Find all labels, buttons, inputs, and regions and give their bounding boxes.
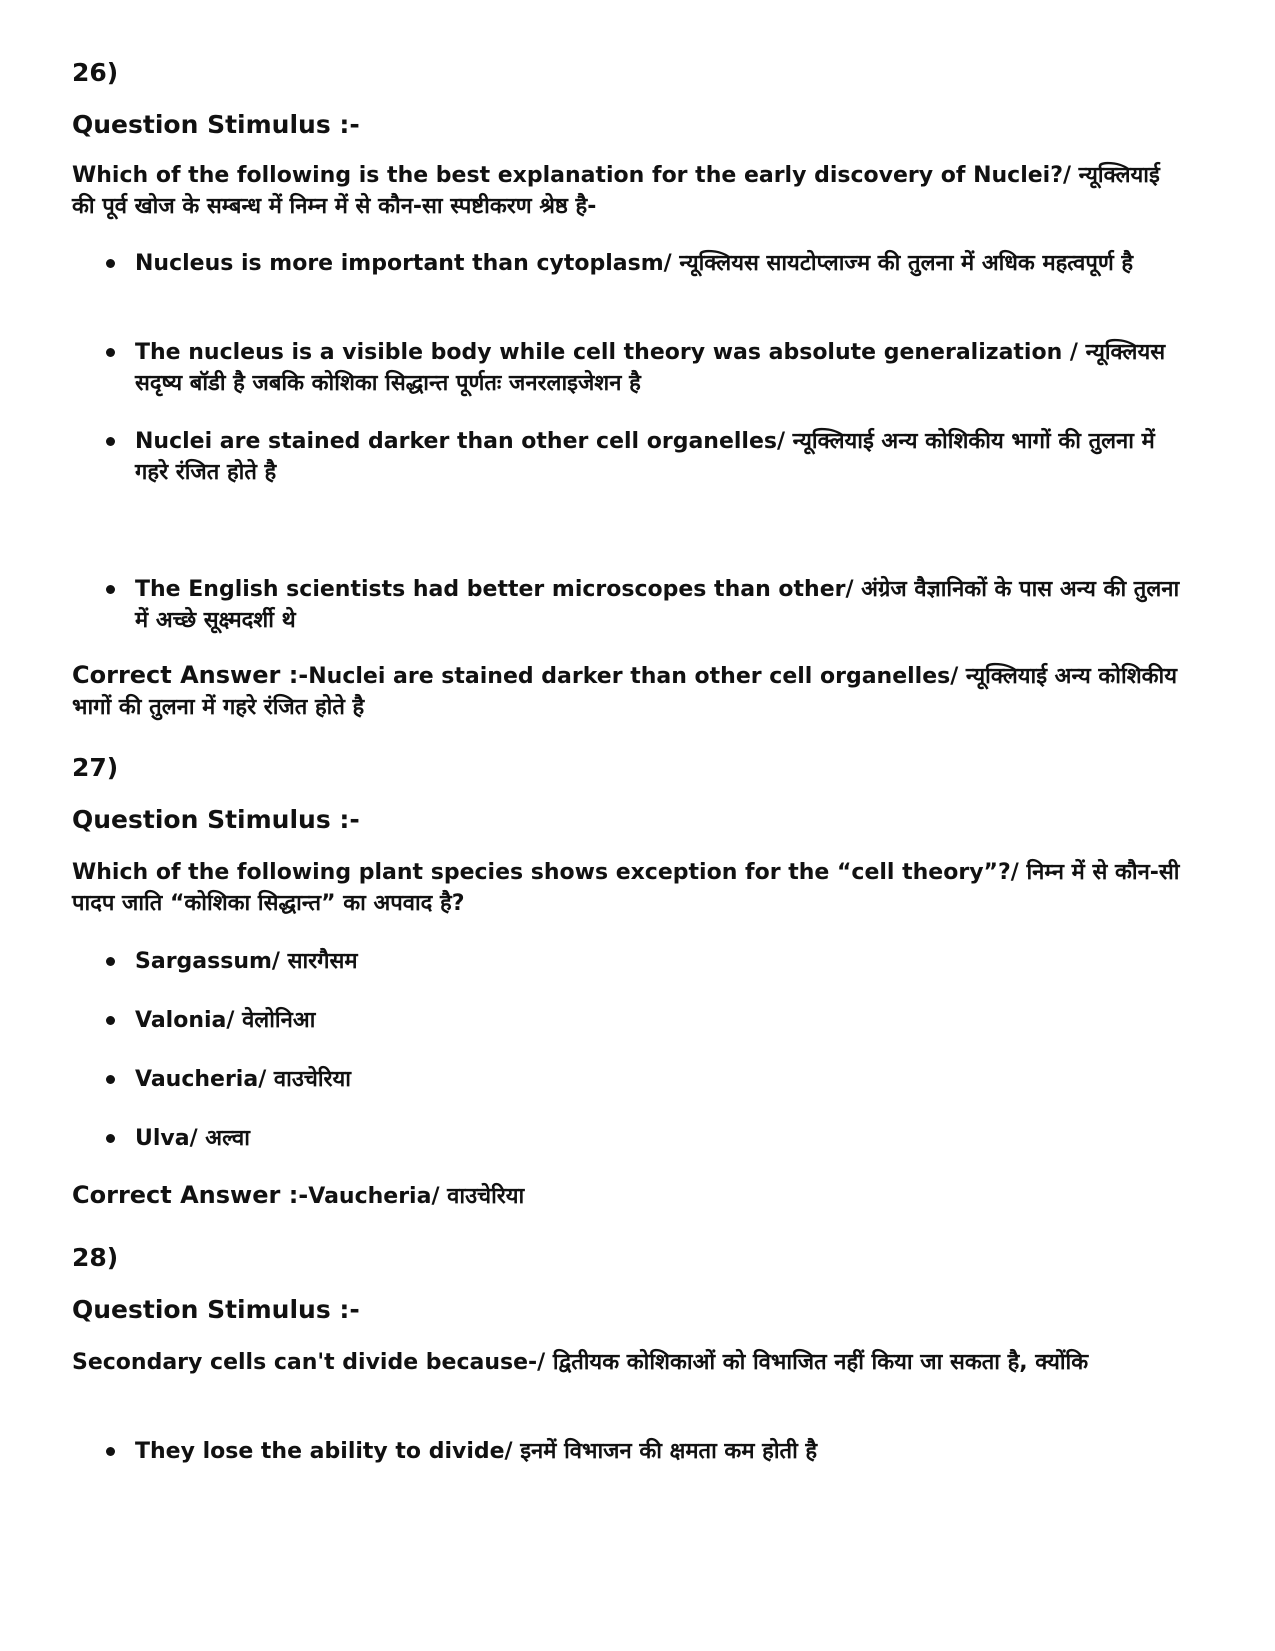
- question-text: Which of the following plant species shows exception for the “cell theory”?/ निम्न में से कौन-सी पादप जाति “कोशिका सिद्धान्त” का अपवाद है?: [72, 860, 1180, 916]
- question-text: Which of the following is the best explanation for the early discovery of Nuclei?/ न्यूक्लियाई की पूर्व खोज के सम्बन्ध में निम्न में से कौन-सा स्पष्टीकरण श्रेष्ठ है-: [72, 163, 1160, 219]
- bullet-icon: [105, 337, 119, 351]
- question-text: Secondary cells can't divide because-/ द्वितीयक कोशिकाओं को विभाजित नहीं किया जा सकता है, क्योंकि: [72, 1350, 1089, 1375]
- bullet-icon: [105, 1064, 119, 1078]
- correct-answer-text: Nuclei are stained darker than other cell organelles/ न्यूक्लियाई अन्य कोशिकीय भागों की तुलना में गहरे रंजित होते है: [72, 664, 1178, 720]
- option-item: Sargassum/ सारगैसम: [135, 949, 358, 974]
- question-number: 26): [72, 58, 119, 87]
- bullet-icon: [105, 574, 119, 588]
- bullet-icon: [105, 1123, 119, 1137]
- bullet-icon: [105, 1436, 119, 1450]
- correct-answer: [72, 1180, 1182, 1212]
- correct-answer-label: Correct Answer :-: [72, 661, 309, 689]
- option-item: Ulva/ अल्वा: [135, 1126, 250, 1151]
- question-number: 28): [72, 1243, 119, 1272]
- bullet-icon: [105, 1005, 119, 1019]
- option-item: Vaucheria/ वाउचेरिया: [135, 1067, 351, 1092]
- question-stimulus-label: Question Stimulus :-: [72, 110, 360, 139]
- correct-answer-label: Correct Answer :-: [72, 1181, 309, 1209]
- option-item: The nucleus is a visible body while cell theory was absolute generalization / न्यूक्लियस सदृष्य बॉडी है जबकि कोशिका सिद्धान्त पूर्णतः जनरलाइजेशन है: [135, 340, 1166, 396]
- correct-answer: [72, 660, 1182, 723]
- bullet-icon: [105, 946, 119, 960]
- option-item: They lose the ability to divide/ इनमें विभाजन की क्षमता कम होती है: [135, 1439, 818, 1464]
- option-item: Valonia/ वेलोनिआ: [135, 1008, 316, 1033]
- option-item: Nuclei are stained darker than other cell organelles/ न्यूक्लियाई अन्य कोशिकीय भागों की तुलना में गहरे रंजित होते है: [135, 429, 1155, 485]
- question-number: 27): [72, 753, 119, 782]
- option-item: The English scientists had better microscopes than other/ अंग्रेज वैज्ञानिकों के पास अन्य की तुलना में अच्छे सूक्ष्मदर्शी थे: [135, 577, 1180, 633]
- question-stimulus-label: Question Stimulus :-: [72, 1295, 360, 1324]
- bullet-icon: [105, 426, 119, 440]
- question-stimulus-label: Question Stimulus :-: [72, 805, 360, 834]
- option-item: Nucleus is more important than cytoplasm/ न्यूक्लियस सायटोप्लाज्म की तुलना में अधिक महत्वपूर्ण है: [135, 251, 1134, 276]
- bullet-icon: [105, 248, 119, 262]
- correct-answer-text: Vaucheria/ वाउचेरिया: [308, 1184, 525, 1209]
